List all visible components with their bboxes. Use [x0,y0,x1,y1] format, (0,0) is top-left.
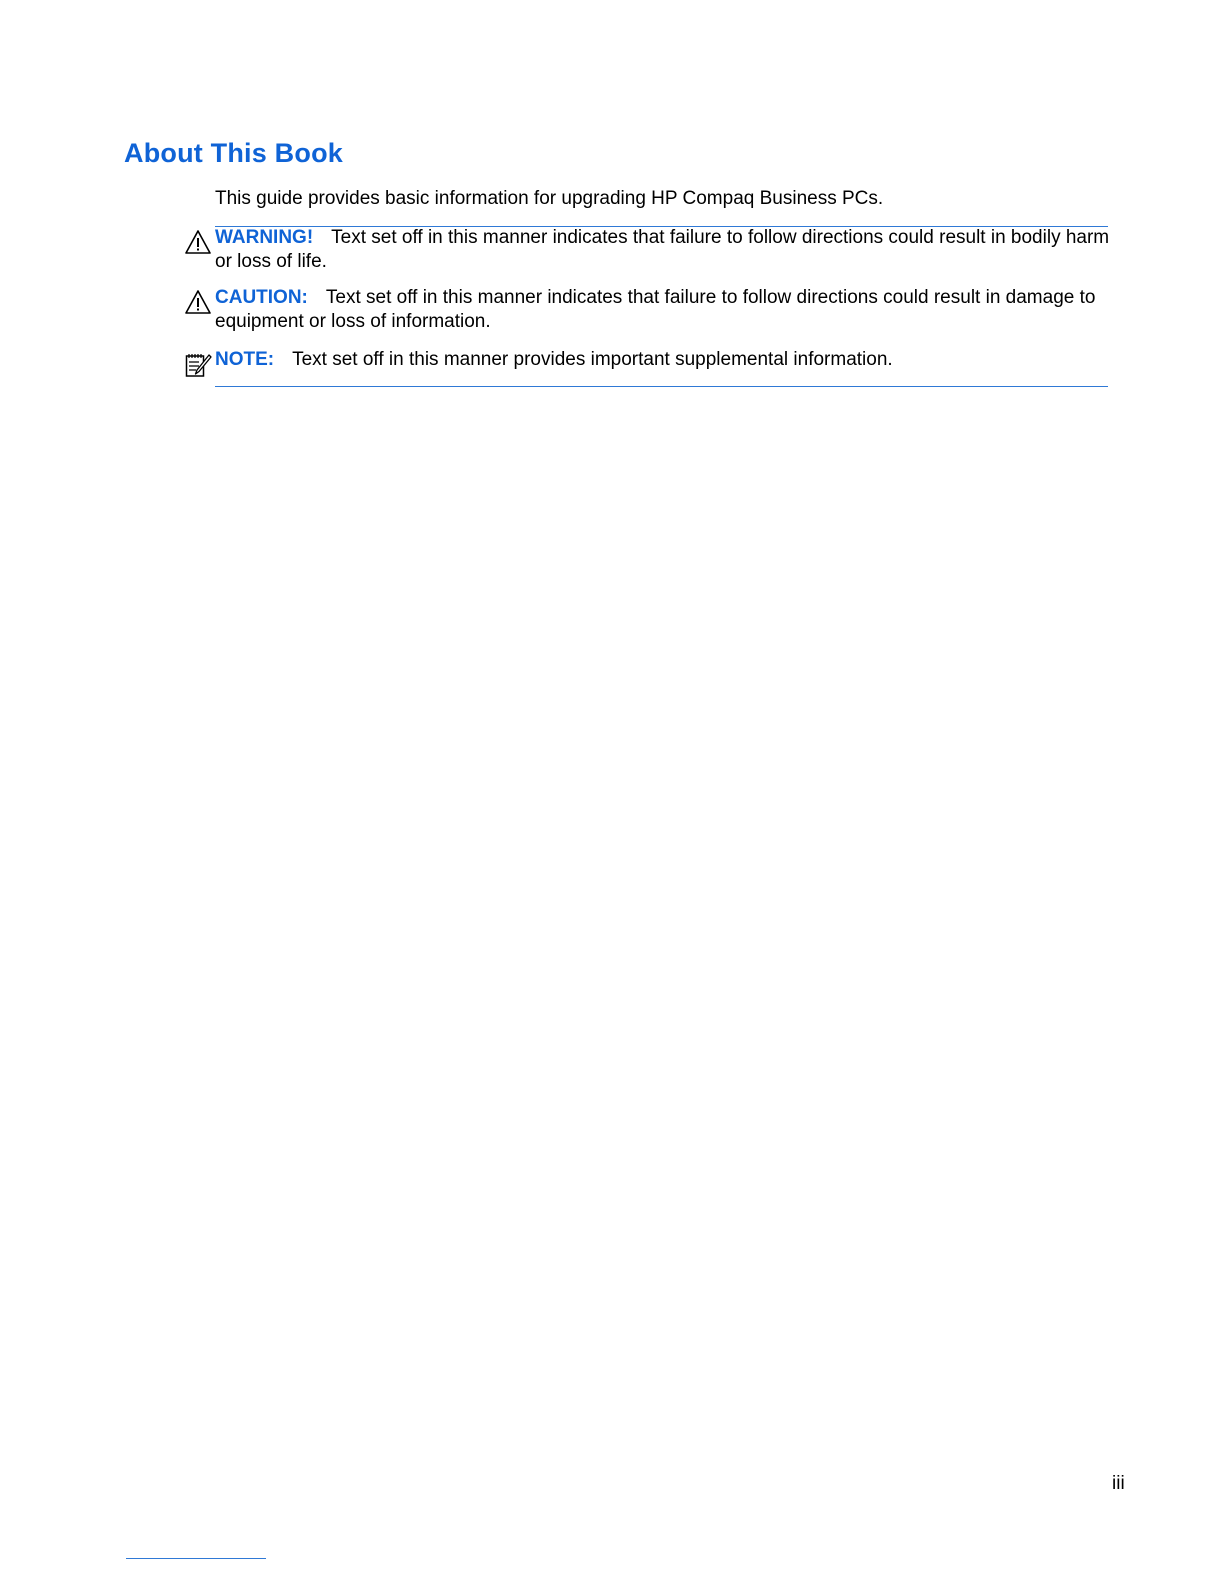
note-body [215,348,1110,372]
caution-text: Text set off in this manner indicates that failure to follow directions could result in damage to equipment or loss of information. [215,287,1096,332]
page-title: About This Book [124,138,343,168]
warning-label: WARNING! [215,227,314,248]
footer-divider [126,1558,266,1559]
caution-body [215,286,1110,334]
note-label: NOTE: [215,349,275,370]
caution-label: CAUTION: [215,287,308,308]
page-number: iii [1112,1473,1125,1494]
caution-triangle-icon [184,288,212,316]
warning-body [215,226,1110,274]
notice-bottom-divider [215,386,1108,387]
note-pad-icon [184,350,212,378]
warning-text: Text set off in this manner indicates that failure to follow directions could result in bodily harm or loss of life. [215,227,1110,272]
note-text: Text set off in this manner provides important supplemental information. [292,349,893,370]
intro-paragraph: This guide provides basic information for upgrading HP Compaq Business PCs. [215,188,884,209]
warning-triangle-icon [184,228,212,256]
